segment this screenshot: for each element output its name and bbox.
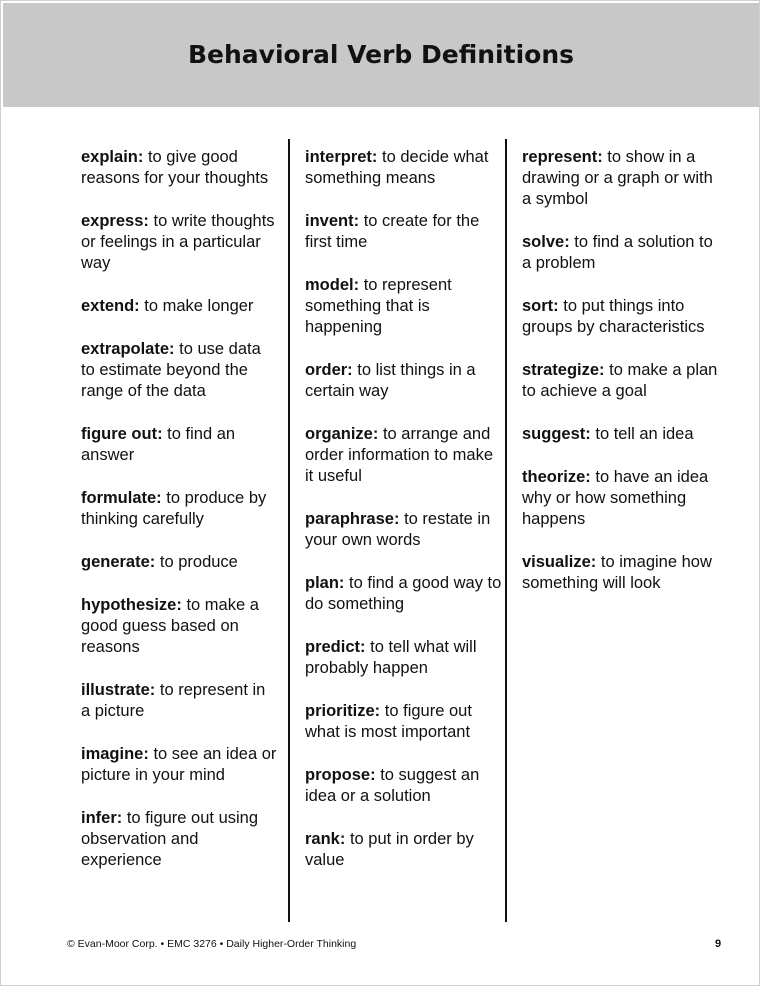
verb-term: hypothesize:: [81, 596, 182, 614]
verb-definition: to put things into groups by characteristics: [522, 297, 705, 336]
verb-term: suggest:: [522, 425, 591, 443]
definition-entry: [81, 147, 277, 189]
verb-definition: to write thoughts or feelings in a particular way: [81, 212, 275, 272]
verb-definition: to tell an idea: [595, 425, 694, 443]
verb-definition: to give good reasons for your thoughts: [81, 148, 269, 187]
verb-term: order:: [305, 361, 353, 379]
definition-entry: [81, 680, 277, 722]
verb-definition: to represent in a picture: [81, 681, 266, 720]
verb-definition: to restate in your own words: [305, 510, 491, 549]
column-divider: [505, 139, 507, 922]
verb-term: infer:: [81, 809, 123, 827]
verb-definition: to create for the first time: [305, 212, 480, 251]
definition-entry: [81, 552, 277, 573]
definition-entry: [305, 424, 503, 487]
verb-definition: to find an answer: [81, 425, 236, 464]
definition-entry: [81, 808, 277, 871]
verb-term: generate:: [81, 553, 156, 571]
verb-definition: to find a good way to do something: [305, 574, 502, 613]
verb-term: solve:: [522, 233, 570, 251]
verb-term: extrapolate:: [81, 340, 175, 358]
definition-entry: [81, 424, 277, 466]
definition-entry: [522, 467, 720, 530]
verb-term: sort:: [522, 297, 559, 315]
verb-definition: to tell what will probably happen: [305, 638, 477, 677]
definition-entry: [522, 232, 720, 274]
definition-entry: [305, 573, 503, 615]
verb-definition: to decide what something means: [305, 148, 489, 187]
verb-definition: to make longer: [144, 297, 254, 315]
definition-entry: [305, 701, 503, 743]
verb-definition: to imagine how something will look: [522, 553, 712, 592]
verb-definition: to find a solution to a problem: [522, 233, 713, 272]
definition-entry: [522, 424, 720, 445]
column-divider: [288, 139, 290, 922]
verb-definition: to produce: [159, 553, 238, 571]
definition-entry: [81, 211, 277, 274]
verb-definition: to produce by thinking carefully: [81, 489, 267, 528]
verb-term: extend:: [81, 297, 140, 315]
verb-term: plan:: [305, 574, 345, 592]
verb-definition: to figure out using observation and experience: [81, 809, 259, 869]
definition-entry: [522, 360, 720, 402]
verb-term: propose:: [305, 766, 376, 784]
definition-entry: [81, 744, 277, 786]
definition-entry: [305, 765, 503, 807]
verb-definition: to represent something that is happening: [305, 276, 452, 336]
definition-entry: [522, 552, 720, 594]
verb-definition: to make a plan to achieve a goal: [522, 361, 718, 400]
verb-term: rank:: [305, 830, 346, 848]
definition-entry: [305, 637, 503, 679]
definition-entry: [305, 509, 503, 551]
verb-term: illustrate:: [81, 681, 156, 699]
verb-definition: to use data to estimate beyond the range of the data: [81, 340, 261, 400]
verb-term: predict:: [305, 638, 366, 656]
definition-entry: [305, 211, 503, 253]
verb-definition: to show in a drawing or a graph or with a symbol: [522, 148, 713, 208]
verb-term: theorize:: [522, 468, 591, 486]
verb-term: figure out:: [81, 425, 163, 443]
definition-entry: [305, 147, 503, 189]
verb-definition: to make a good guess based on reasons: [81, 596, 259, 656]
verb-definition: to figure out what is most important: [305, 702, 472, 741]
verb-definition: to see an idea or picture in your mind: [81, 745, 277, 784]
definition-entry: [81, 488, 277, 530]
verb-term: organize:: [305, 425, 379, 443]
definition-entry: [81, 296, 277, 317]
title-banner: [3, 3, 759, 107]
verb-definition: to suggest an idea or a solution: [305, 766, 480, 805]
verb-term: visualize:: [522, 553, 597, 571]
definition-entry: [305, 360, 503, 402]
page-title: Behavioral Verb Definitions: [187, 39, 575, 69]
definitions-column-2: [305, 147, 503, 893]
verb-term: explain:: [81, 148, 144, 166]
verb-term: imagine:: [81, 745, 149, 763]
definitions-column-1: [81, 147, 277, 893]
page-number: 9: [715, 938, 722, 950]
verb-term: represent:: [522, 148, 603, 166]
verb-term: invent:: [305, 212, 360, 230]
verb-definition: to have an idea why or how something happens: [522, 468, 709, 528]
footer-credit: © Evan-Moor Corp. • EMC 3276 • Daily Higher-Order Thinking: [67, 938, 357, 950]
verb-term: formulate:: [81, 489, 162, 507]
definition-entry: [522, 296, 720, 338]
verb-term: model:: [305, 276, 360, 294]
verb-definition: to put in order by value: [305, 830, 474, 869]
verb-term: strategize:: [522, 361, 605, 379]
verb-definition: to arrange and order information to make it useful: [305, 425, 494, 485]
definition-entry: [305, 829, 503, 871]
verb-definition: to list things in a certain way: [305, 361, 476, 400]
verb-term: express:: [81, 212, 149, 230]
definition-entry: [81, 339, 277, 402]
verb-term: paraphrase:: [305, 510, 400, 528]
definition-entry: [522, 147, 720, 210]
definition-entry: [81, 595, 277, 658]
definition-entry: [305, 275, 503, 338]
definitions-column-3: [522, 147, 720, 616]
verb-term: prioritize:: [305, 702, 381, 720]
verb-term: interpret:: [305, 148, 378, 166]
